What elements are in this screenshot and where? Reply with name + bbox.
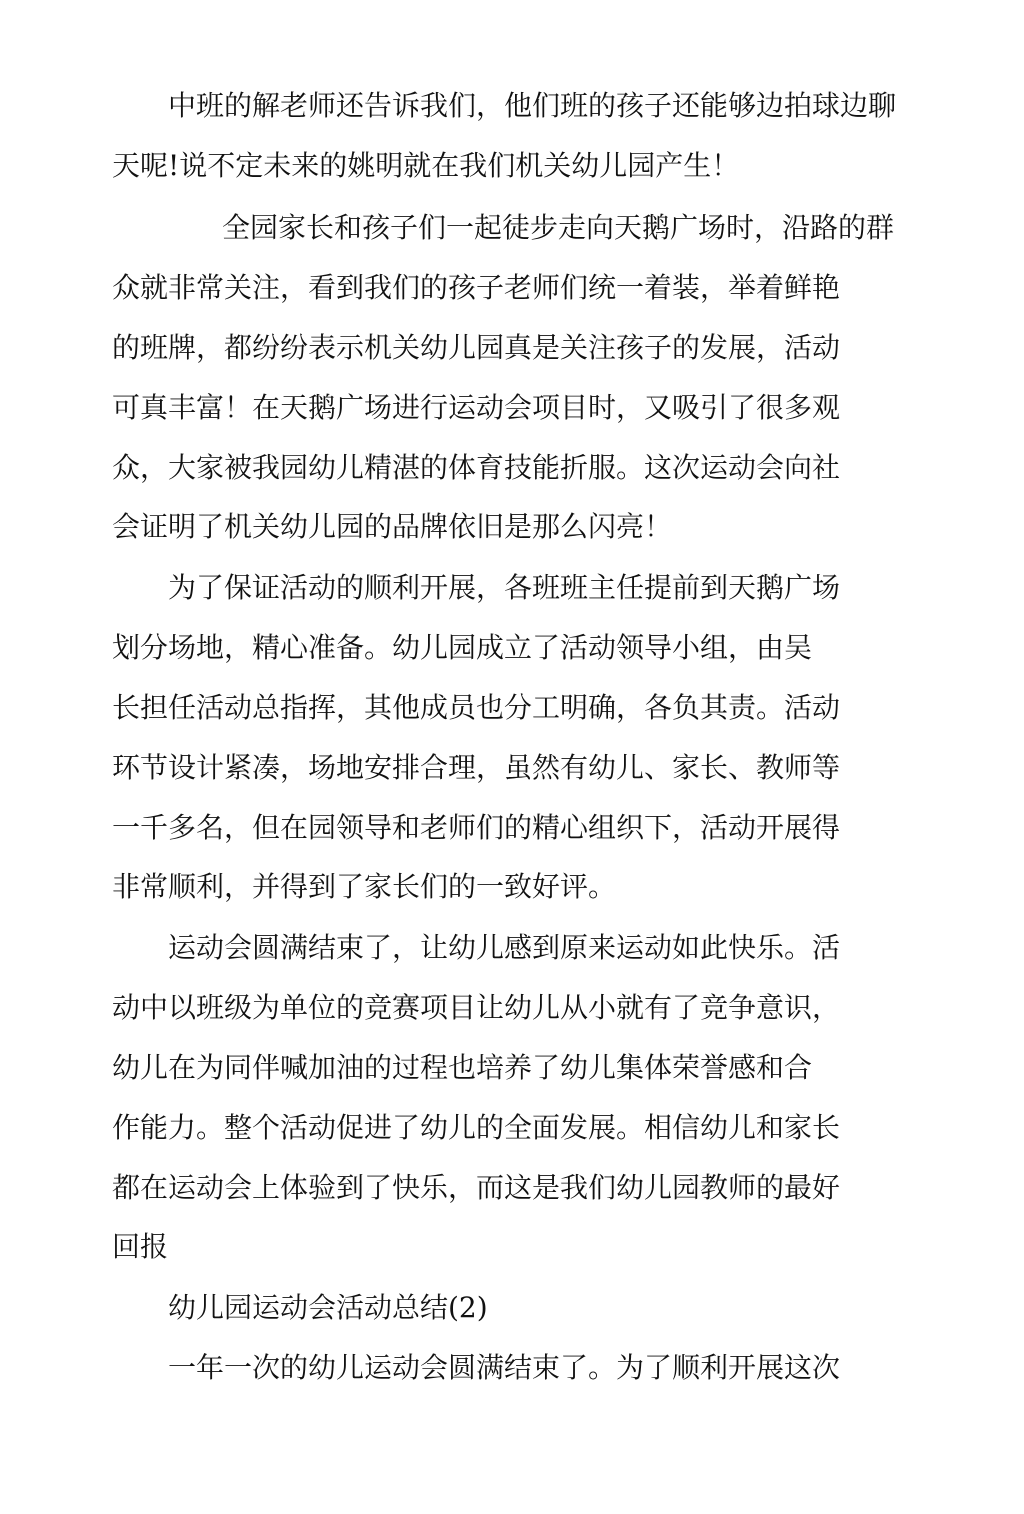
text-line: 作能力。整个活动促进了幼儿的全面发展。相信幼儿和家长 bbox=[112, 1111, 841, 1144]
text-line: 非常顺利，并得到了家长们的一致好评。 bbox=[112, 870, 617, 903]
text-line: 为了保证活动的顺利开展，各班班主任提前到天鹅广场 bbox=[168, 571, 841, 604]
text-line: 可真丰富！在天鹅广场进行运动会项目时，又吸引了很多观 bbox=[112, 391, 841, 424]
text-line: 一年一次的幼儿运动会圆满结束了。为了顺利开展这次 bbox=[168, 1351, 841, 1384]
text-line: 全园家长和孩子们一起徒步走向天鹅广场时，沿路的群 bbox=[222, 211, 895, 244]
text-line: 长担任活动总指挥，其他成员也分工明确，各负其责。活动 bbox=[112, 691, 841, 724]
text-line: 会证明了机关幼儿园的品牌依旧是那么闪亮！ bbox=[112, 510, 673, 543]
text-line: 天呢!说不定未来的姚明就在我们机关幼儿园产生！ bbox=[112, 149, 740, 182]
section-heading: 幼儿园运动会活动总结(2) bbox=[168, 1291, 488, 1324]
text-line: 幼儿在为同伴喊加油的过程也培养了幼儿集体荣誉感和合 bbox=[112, 1051, 813, 1084]
text-line: 动中以班级为单位的竞赛项目让幼儿从小就有了竞争意识， bbox=[112, 991, 841, 1024]
text-line: 的班牌，都纷纷表示机关幼儿园真是关注孩子的发展，活动 bbox=[112, 331, 841, 364]
text-line: 运动会圆满结束了，让幼儿感到原来运动如此快乐。活 bbox=[168, 931, 841, 964]
text-line: 一千多名，但在园领导和老师们的精心组织下，活动开展得 bbox=[112, 811, 841, 844]
text-line: 都在运动会上体验到了快乐，而这是我们幼儿园教师的最好 bbox=[112, 1171, 841, 1204]
text-line: 众，大家被我园幼儿精湛的体育技能折服。这次运动会向社 bbox=[112, 451, 841, 484]
text-line: 回报 bbox=[112, 1230, 169, 1263]
text-line: 中班的解老师还告诉我们，他们班的孩子还能够边拍球边聊 bbox=[168, 89, 897, 122]
text-line: 众就非常关注，看到我们的孩子老师们统一着装，举着鲜艳 bbox=[112, 271, 841, 304]
text-line: 划分场地，精心准备。幼儿园成立了活动领导小组，由吴 bbox=[112, 631, 813, 664]
text-line: 环节设计紧凑，场地安排合理，虽然有幼儿、家长、教师等 bbox=[112, 751, 841, 784]
